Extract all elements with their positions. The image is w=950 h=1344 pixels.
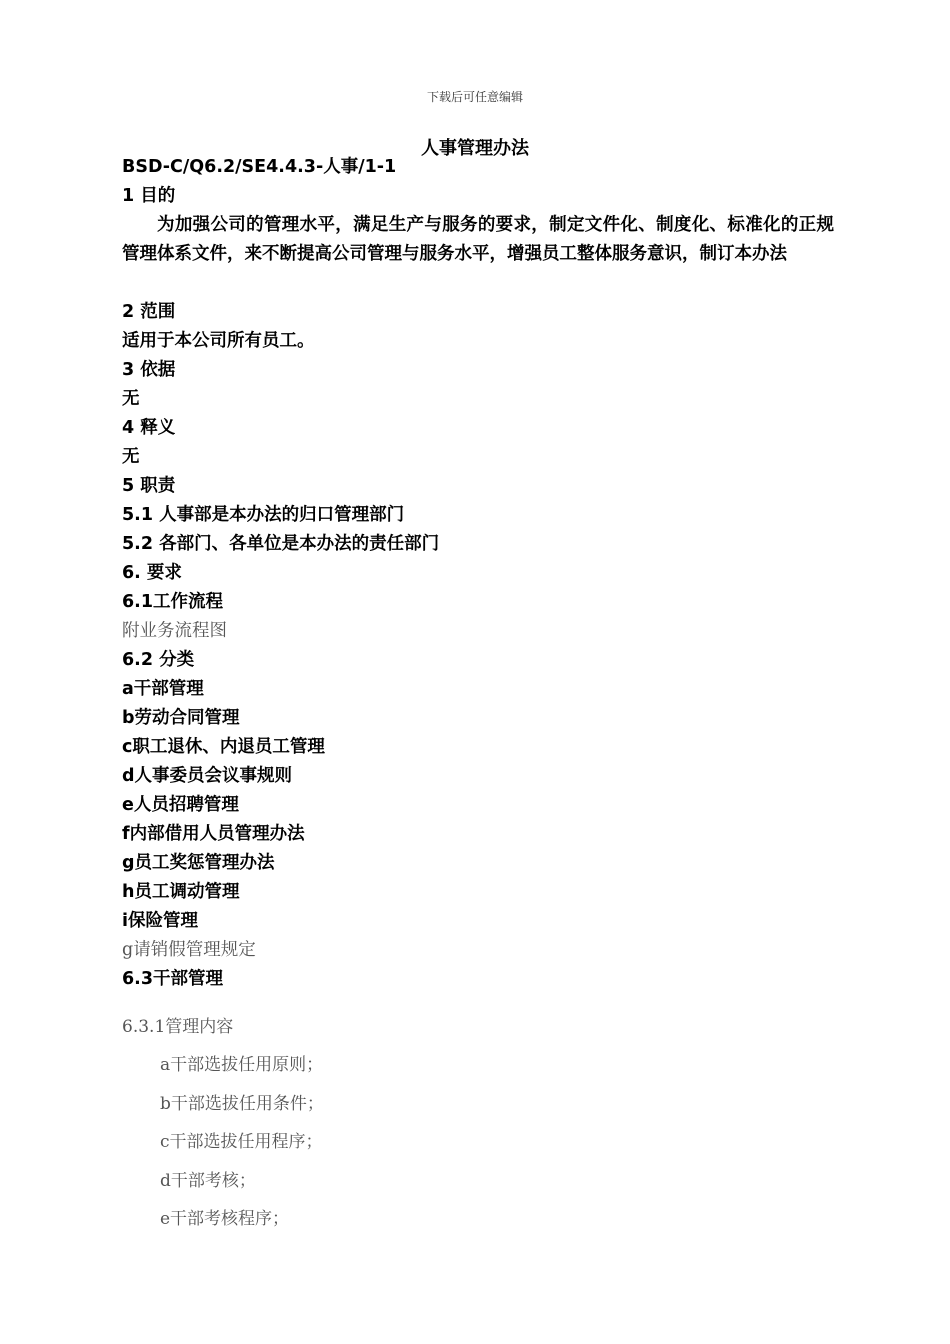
section-1-heading: 1 目的 [122,186,176,206]
category-item: i保险管理 [122,911,198,931]
category-item: d人事委员会议事规则 [122,766,293,786]
section-6-2-heading: 6.2 分类 [122,650,195,670]
section-6-heading: 6. 要求 [122,563,182,583]
management-content-item: b干部选拔任用条件； [160,1093,324,1114]
management-content-item: d干部考核； [160,1170,256,1191]
section-6-3-1-heading: 6.3.1管理内容 [122,1017,234,1037]
section-5-2: 5.2 各部门、各单位是本办法的责任部门 [122,534,440,554]
document-title: 人事管理办法 [421,138,529,159]
document-body [122,153,834,994]
category-item: c职工退休、内退员工管理 [122,737,325,757]
management-content-item: e干部考核程序； [160,1209,290,1229]
section-3-text: 无 [122,389,140,409]
section-5-1: 5.1 人事部是本办法的归口管理部门 [122,505,405,525]
category-item: g员工奖惩管理办法 [122,853,275,873]
management-content-item: a干部选拔任用原则； [160,1055,324,1075]
management-content-item: c干部选拔任用程序； [160,1132,323,1152]
section-3-heading: 3 依据 [122,360,176,380]
section-6-1-heading: 6.1工作流程 [122,592,224,612]
category-item-last: g请销假管理规定 [122,940,256,960]
section-6-1-text: 附业务流程图 [122,621,227,641]
category-item: f内部借用人员管理办法 [122,824,305,844]
category-item: b劳动合同管理 [122,708,240,728]
section-6-3-heading: 6.3干部管理 [122,969,224,989]
header-note: 下载后可任意编辑 [426,90,523,104]
section-2-heading: 2 范围 [122,302,176,322]
section-4-text: 无 [122,447,140,467]
category-item: a干部管理 [122,679,204,699]
category-item: e人员招聘管理 [122,795,239,815]
section-2-text: 适用于本公司所有员工。 [122,331,315,351]
section-1-paragraph: 为加强公司的管理水平，满足生产与服务的要求，制定文件化、制度化、标准化的正规管理体系文件，来不断提高公司管理与服务水平，增强员工整体服务意识，制订本办法 [122,215,834,264]
management-content-list [160,1051,324,1244]
section-5-heading: 5 职责 [122,476,176,496]
document-code: BSD-C/Q6.2/SE4.4.3-人事/1-1 [122,157,397,177]
section-4-heading: 4 释义 [122,418,176,438]
category-item: h员工调动管理 [122,882,240,902]
